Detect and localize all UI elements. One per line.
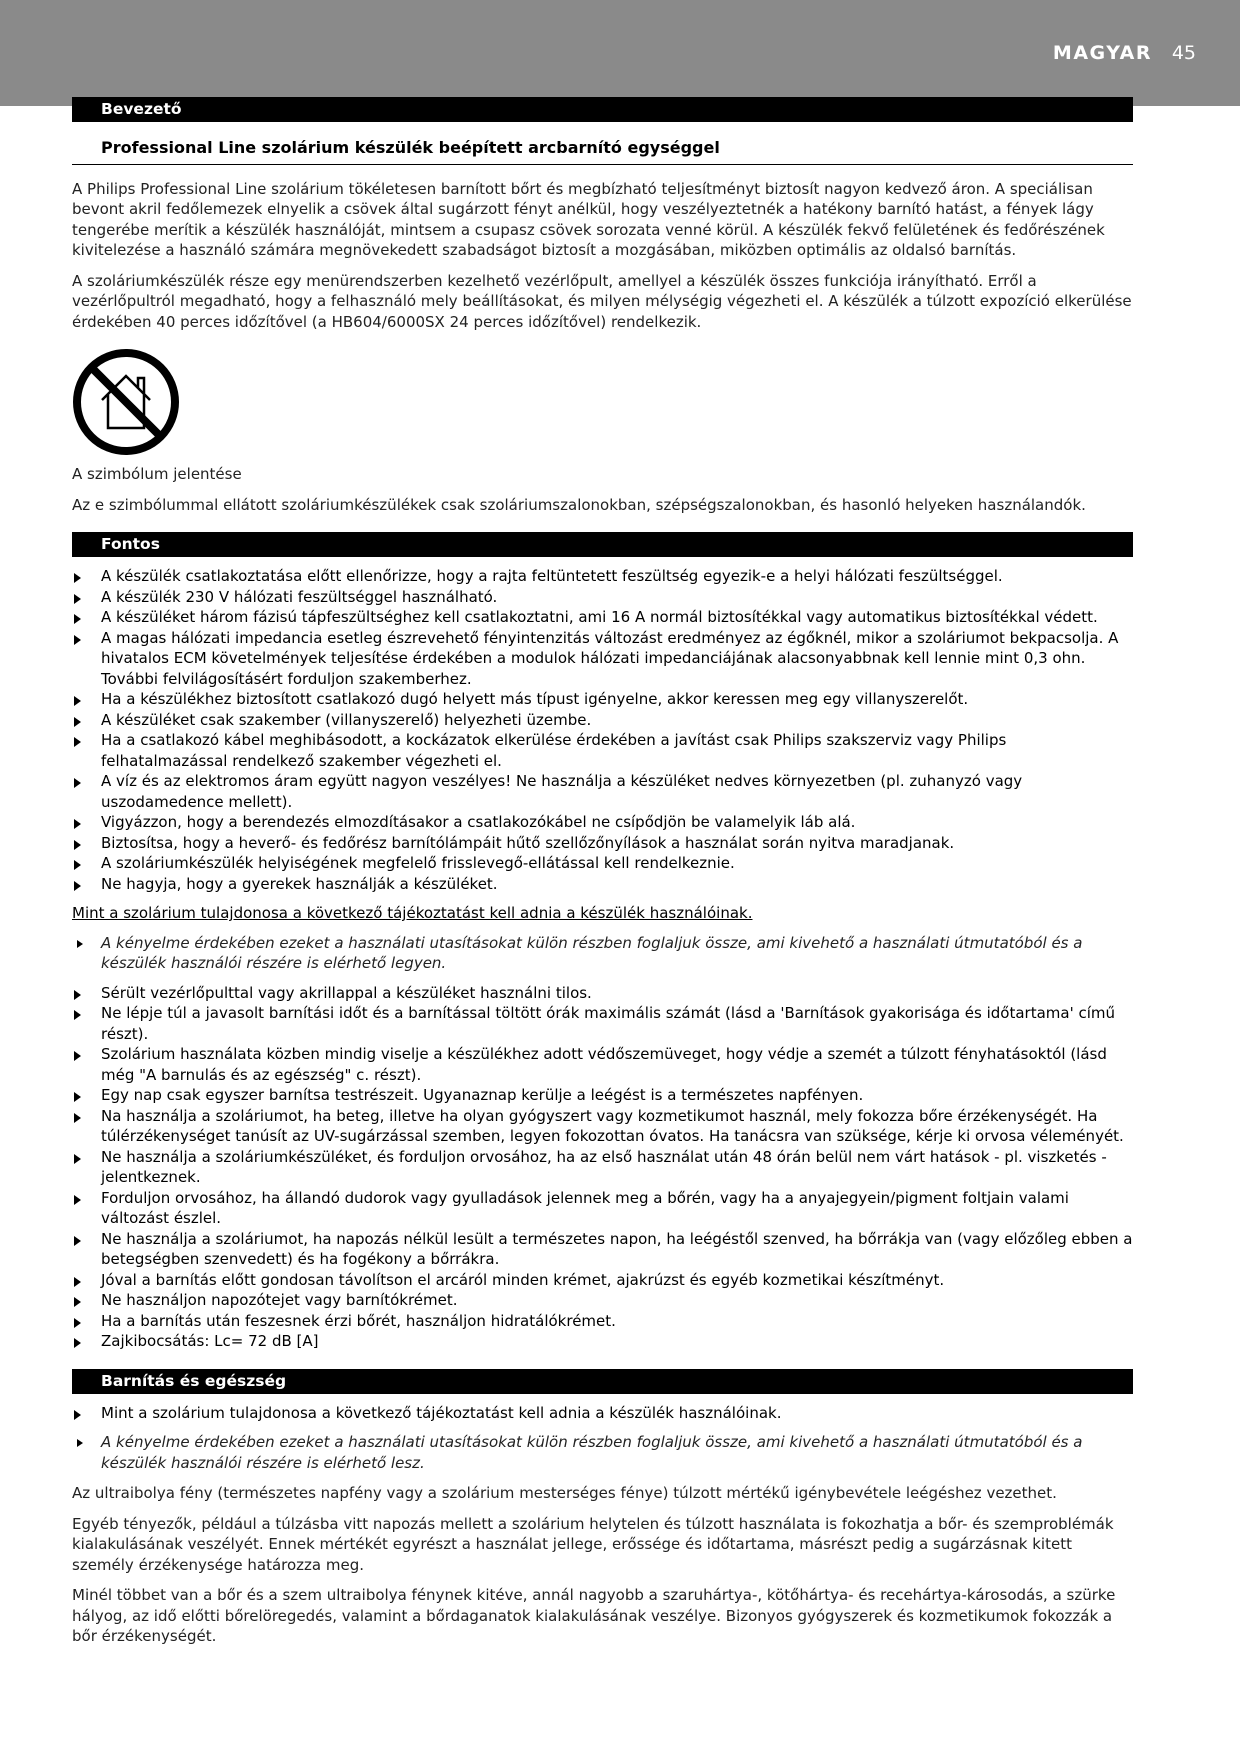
list-item: Zajkibocsátás: Lc= 72 dB [A] (72, 1331, 1133, 1352)
health-paragraph-3: Minél többet van a bőr és a szem ultraibolya fénynek kitéve, annál nagyobb a szaruhártya-, kötőhártya- és recehártya-károsodás, a szürke hályog, az idő előtti bőrelöregedés, valamint a bőrdaganatok kialakulásának veszélye. Bizonyos gyógyszerek és kozmetikumok fokozzák a bőr érzékenységét. (72, 1586, 1116, 1645)
list-item: Ha a barnítás után feszesnek érzi bőrét, használjon hidratálókrémet. (72, 1311, 1133, 1332)
list-item: Na használja a szoláriumot, ha beteg, illetve ha olyan gyógyszert vagy kozmetikumot használ, mely fokozza bőre érzékenységét. Ha túlérzékenységet tanúsít az UV-sugárzással szemben, legyen fokozottan óvatos. Ha tanácsra van szüksége, kérje ki orvosa véleményét. (72, 1106, 1133, 1147)
health-paragraph-2: Egyéb tényezők, például a túlzásba vitt napozás mellett a szolárium helytelen és túlzott használata is fokozhatja a bőr- és szemproblémák kialakulásának veszélyét. Ennek mértékét egyrészt a használat jellege, erőssége és időtartama, másrészt pedig a sugárzásnak kitett személy érzékenysége határozza meg. (72, 1514, 1114, 1574)
important-bullet-list (72, 566, 1133, 894)
list-item: Forduljon orvosához, ha állandó dudorok vagy gyulladások jelennek meg a bőrén, vagy ha a anyajegyein/pigment foltjain valami változást észlel. (72, 1188, 1133, 1229)
page-content (72, 97, 1133, 1647)
list-item: A szoláriumkészülék helyiségének megfelelő frisslevegő-ellátással kell rendelkeznie. (72, 853, 1133, 874)
list-item: Sérült vezérlőpulttal vagy akrillappal a készüléket használni tilos. (72, 983, 1133, 1004)
list-item: Vigyázzon, hogy a berendezés elmozdításakor a csatlakozókábel ne csípődjön be valamelyik láb alá. (72, 812, 1133, 833)
language-label: MAGYAR (1052, 42, 1152, 64)
list-item: Ne lépje túl a javasolt barnítási időt és a barnítással töltött órák maximális számát (lásd a 'Barnítások gyakorisága és időtartama' című részt). (72, 1003, 1133, 1044)
list-item: Mint a szolárium tulajdonosa a következő tájékoztatást kell adnia a készülék használóinak. (72, 1403, 1133, 1424)
list-item: A víz és az elektromos áram együtt nagyon veszélyes! Ne használja a készüléket nedves környezetben (pl. zuhanyzó vagy uszodamedence mellett). (72, 771, 1133, 812)
list-item: Ha a készülékhez biztosított csatlakozó dugó helyett más típust igényelne, akkor keressen meg egy villanyszerelőt. (72, 689, 1133, 710)
list-item: A készüléket csak szakember (villanyszerelő) helyezheti üzembe. (72, 710, 1133, 731)
section-title-important: Fontos (72, 532, 1133, 557)
product-subtitle: Professional Line szolárium készülék beépített arcbarnító egységgel (72, 138, 1133, 165)
intro-paragraph-1: A Philips Professional Line szolárium tökéletesen barnított bőrt és megbízható teljesítményt biztosít nagyon kedvező áron. A speciálisan bevont akril fedőlemezek elnyelik a csövek által sugárzott fényt anélkül, hogy veszélyeztetnék a hatékony barnító hatást, a fények lágy tengerébe merítik a készülék használóját, mintsem a csupasz csövek sorozata venné körül. A készülék fekvő felületének és fedőrészének kivitelezése a használó számára megnövekedett szabadságot biztosít a mozgásában, miközben optimális az oldalsó barnítás. (72, 179, 1105, 259)
list-item: Egy nap csak egyszer barnítsa testrészeit. Ugyanaznap kerülje a leégést is a természetes napfényen. (72, 1085, 1133, 1106)
user-bullet-list (72, 983, 1133, 1352)
list-item: Ne hagyja, hogy a gyerekek használják a készüléket. (72, 874, 1133, 895)
list-item: Ne használjon napozótejet vagy barnítókrémet. (72, 1290, 1133, 1311)
section-title-intro: Bevezető (72, 97, 1133, 122)
list-item: Biztosítsa, hogy a heverő- és fedőrész barnítólámpáit hűtő szellőzőnyílások a használat során nyitva maradjanak. (72, 833, 1133, 854)
health-paragraph-1: Az ultraibolya fény (természetes napfény vagy a szolárium mesterséges fénye) túlzott mértékű igénybevétele leégéshez vezethet. (72, 1484, 1057, 1502)
list-item: Szolárium használata közben mindig viselje a készülékhez adott védőszemüveget, hogy védje a szemét a túlzott fényhatásoktól (lásd még "A barnulás és az egészség" c. részt). (72, 1044, 1133, 1085)
list-item: Ne használja a szoláriumkészüléket, és forduljon orvosához, ha az első használat után 48 órán belül nem várt hatások - pl. viszketés - jelentkeznek. (72, 1147, 1133, 1188)
symbol-meaning-text: Az e szimbólummal ellátott szoláriumkészülékek csak szoláriumszalonokban, szépségszalonokban, és hasonló helyeken használandók. (72, 495, 1086, 514)
list-item: Jóval a barnítás előtt gondosan távolítson el arcáról minden krémet, ajakrúzst és egyéb kozmetikai készítményt. (72, 1270, 1133, 1291)
symbol-caption: A szimbólum jelentése (72, 465, 242, 483)
list-item: A magas hálózati impedancia esetleg észrevehető fényintenzitás változást eredményez az égőknél, mikor a szoláriumot bekpacsolja. A hivatalos ECM követelmények teljesítése érdekében a modulok hálózati impedanciájának alacsonyabbnak kell lennie mint 0,3 ohn. További felvilágosításért forduljon szakemberhez. (72, 628, 1133, 690)
no-home-use-icon (72, 348, 180, 456)
page-header (0, 0, 1240, 106)
italic-note: A kényelme érdekében ezeket a használati utasításokat külön részben foglaljuk össze, ami kivehető a használati útmutatóból és a készülék használói részére is elérhető lesz. (72, 1432, 1133, 1473)
list-item: Ne használja a szoláriumot, ha napozás nélkül lesült a természetes napon, ha leégéstől szenved, ha bőrrákja van (vagy előzőleg ebben a betegségben szenvedett) és ha fogékony a bőrrákra. (72, 1229, 1133, 1270)
section-title-health: Barnítás és egészség (72, 1369, 1133, 1394)
italic-note: A kényelme érdekében ezeket a használati utasításokat külön részben foglaljuk össze, ami kivehető a használati útmutatóból és a készülék használói részére is elérhető legyen. (72, 933, 1133, 974)
page-number: 45 (1171, 42, 1196, 64)
list-item: A készülék csatlakoztatása előtt ellenőrizze, hogy a rajta feltüntetett feszültség egyezik-e a helyi hálózati feszültséggel. (72, 566, 1133, 587)
intro-paragraph-2: A szoláriumkészülék része egy menürendszerben kezelhető vezérlőpult, amellyel a készülék összes funkciója irányítható. Erről a vezérlőpultról megadható, hogy a felhasználó mely beállításokat, és milyen mélységig végezheti el. A készülék a túlzott expozíció elkerülése érdekében 40 perces időzítővel (a HB604/6000SX 24 perces időzítővel) rendelkezik. (72, 271, 1132, 331)
list-item: A készüléket három fázisú tápfeszültséghez kell csatlakoztatni, ami 16 A normál biztosítékkal vagy automatikus biztosítékkal védett. (72, 607, 1133, 628)
health-bullet-list (72, 1403, 1133, 1424)
list-item: Ha a csatlakozó kábel meghibásodott, a kockázatok elkerülése érdekében a javítást csak Philips szakszerviz vagy Philips felhatalmazással rendelkező szakember végezheti el. (72, 730, 1133, 771)
list-item: A készülék 230 V hálózati feszültséggel használható. (72, 587, 1133, 608)
owner-notice: Mint a szolárium tulajdonosa a következő tájékoztatást kell adnia a készülék használóinak. (72, 904, 753, 922)
